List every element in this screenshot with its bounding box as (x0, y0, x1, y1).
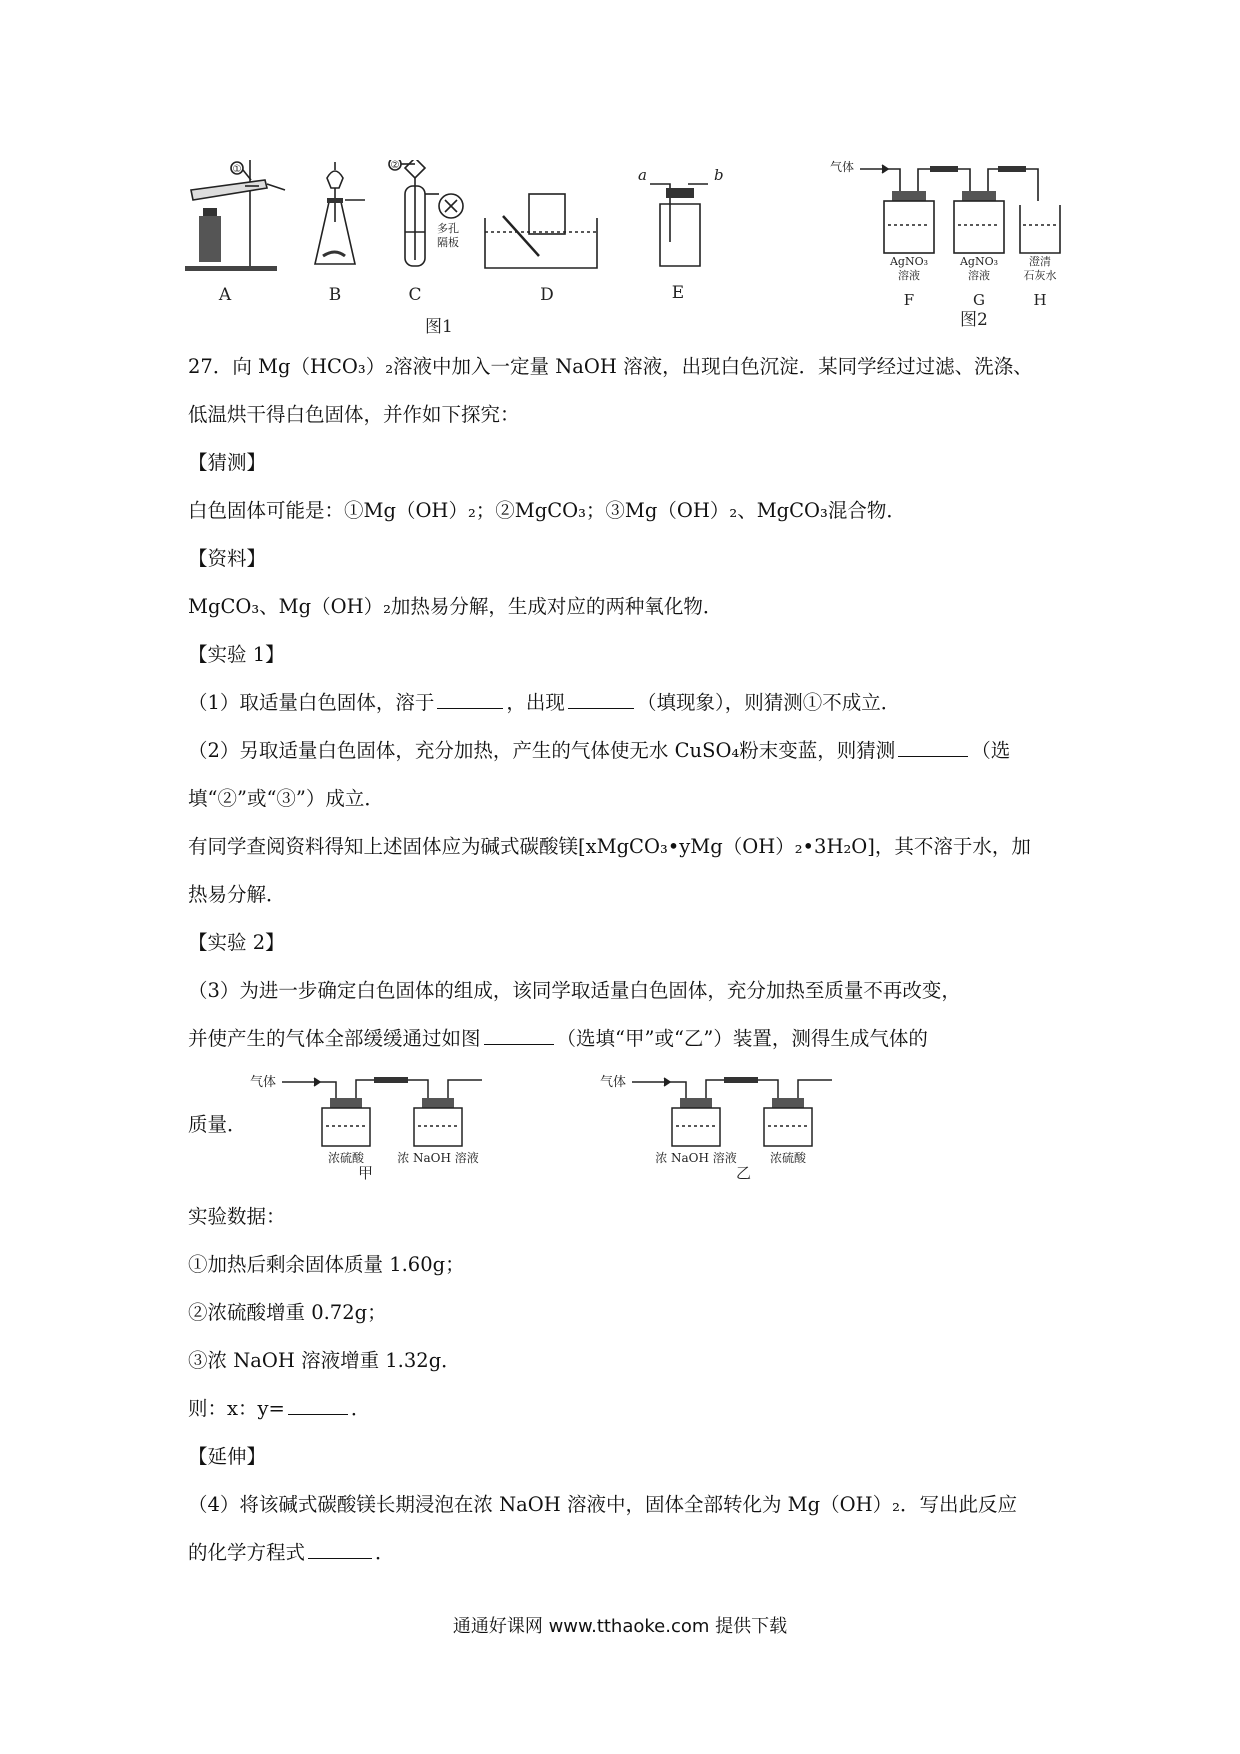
figure-2 (830, 155, 1090, 335)
yi-bottle-1 (655, 1098, 737, 1165)
q4-line-1: （4）将该碱式碳酸镁长期浸泡在浓 NaOH 溶液中，固体全部转化为 Mg（OH）₂．写出此反应 (188, 1493, 1017, 1516)
q3-text-a: 并使产生的气体全部缓缓通过如图 (188, 1027, 481, 1050)
q4-blank[interactable] (308, 1538, 372, 1559)
exp1-heading: 【实验 1】 (188, 643, 285, 666)
apparatus-d (485, 194, 597, 305)
yi-gas-label: 气体 (600, 1075, 627, 1090)
ratio-line (188, 1394, 370, 1424)
info-heading: 【资料】 (188, 547, 267, 570)
info-text: MgCO₃、Mg（OH）₂加热易分解，生成对应的两种氧化物． (188, 595, 723, 618)
q1-blank-phenomenon[interactable] (568, 688, 634, 709)
beaker-h-id: H (1033, 291, 1047, 309)
q1-text-c: （填现象），则猜测①不成立． (636, 691, 901, 714)
footer: 通通好课网 www.tthaoke.com 提供下载 (452, 1616, 788, 1637)
data-heading: 实验数据： (188, 1205, 286, 1228)
q2-line-2: 填“②”或“③”）成立． (188, 787, 384, 810)
extension-heading: 【延伸】 (188, 1445, 267, 1468)
label-c: C (408, 285, 422, 305)
apparatus-b (315, 162, 365, 305)
data-item-2: ②浓硫酸增重 0.72g； (188, 1301, 387, 1324)
bottle-f-id: F (903, 291, 915, 309)
bottle-f-label-2: 溶液 (898, 269, 920, 282)
q3-line-1: （3）为进一步确定白色固体的组成，该同学取适量白色固体，充分加热至质量不再改变， (188, 979, 961, 1002)
data-item-1: ①加热后剩余固体质量 1.60g； (188, 1253, 465, 1276)
figure-2-caption: 图2 (960, 310, 988, 330)
apparatus-yi (600, 1070, 880, 1180)
jia-gas-label: 气体 (250, 1075, 277, 1090)
bottle-g-label-2: 溶液 (968, 269, 990, 282)
beaker-h-label-1: 澄清 (1029, 255, 1051, 268)
mark-circle-2: ② (390, 160, 400, 171)
jia-bottle-2 (397, 1098, 479, 1165)
apparatus-jia (250, 1070, 530, 1180)
mark-circle-1: ① (232, 164, 242, 175)
beaker-h (1020, 205, 1060, 309)
apparatus-c (389, 160, 463, 305)
jia-name: 甲 (358, 1164, 374, 1180)
exp2-heading: 【实验 2】 (188, 931, 285, 954)
apparatus-e (638, 166, 724, 303)
figure-1 (185, 160, 825, 335)
note-line-2: 热易分解． (188, 883, 286, 906)
yi-bottle-1-label: 浓 NaOH 溶液 (655, 1151, 737, 1165)
label-a: A (218, 285, 232, 305)
q1-line (188, 688, 900, 718)
bottle-f-label-1: AgNO₃ (889, 255, 929, 268)
q4-line-2 (188, 1538, 395, 1568)
jia-bottle-1-label: 浓硫酸 (327, 1151, 365, 1165)
q2-blank[interactable] (898, 736, 968, 757)
guess-heading: 【猜测】 (188, 451, 267, 474)
gas-label: 气体 (830, 160, 855, 174)
label-b: B (328, 285, 342, 305)
yi-name: 乙 (736, 1164, 752, 1180)
q4-text-a: 的化学方程式 (188, 1541, 306, 1564)
bottle-f (884, 191, 934, 309)
q1-blank-solvent[interactable] (437, 688, 503, 709)
guess-text: 白色固体可能是：①Mg（OH）₂；②MgCO₃；③Mg（OH）₂、MgCO₃混合物． (188, 499, 906, 522)
figure-1-caption: 图1 (425, 317, 453, 335)
data-item-3: ③浓 NaOH 溶液增重 1.32g． (188, 1349, 461, 1372)
beaker-h-label-2: 石灰水 (1023, 269, 1057, 282)
bottle-g-id: G (973, 291, 985, 309)
q3-text-b: （选填“甲”或“乙”）装置，测得生成气体的 (556, 1027, 928, 1050)
q1-text-a: （1）取适量白色固体，溶于 (188, 691, 435, 714)
q3-line-3: 质量． (188, 1113, 247, 1136)
q2-text-b: （选 (971, 739, 1011, 762)
yi-bottle-2-label: 浓硫酸 (769, 1151, 807, 1165)
note-line-1: 有同学查阅资料得知上述固体应为碱式碳酸镁[xMgCO₃•yMg（OH）₂•3H₂O]，其不溶于水，加 (188, 835, 1031, 858)
ratio-text: 则：x：y= (188, 1397, 285, 1420)
q2-line-1 (188, 736, 1010, 766)
ratio-blank[interactable] (288, 1394, 348, 1415)
q1-text-b: ，出现 (506, 691, 565, 714)
label-e: E (671, 283, 685, 303)
q3-blank[interactable] (484, 1024, 554, 1045)
porous-label-1: 多孔 (437, 222, 459, 235)
bottle-g-label-1: AgNO₃ (959, 255, 999, 268)
jia-bottle-2-label: 浓 NaOH 溶液 (397, 1151, 479, 1165)
label-d: D (540, 285, 554, 305)
jia-bottle-1 (322, 1098, 370, 1165)
bottle-g (954, 191, 1004, 309)
apparatus-a (185, 160, 285, 305)
q4-text-b: ． (375, 1541, 395, 1564)
q2-text-a: （2）另取适量白色固体，充分加热，产生的气体使无水 CuSO₄粉末变蓝，则猜测 (188, 739, 896, 762)
port-b: b (714, 166, 724, 184)
ratio-end: ． (350, 1397, 371, 1420)
q27-intro-1: 27．向 Mg（HCO₃）₂溶液中加入一定量 NaOH 溶液，出现白色沉淀．某同学经过过滤、洗涤、 (188, 355, 1033, 378)
q3-line-2 (188, 1024, 928, 1054)
q27-intro-2: 低温烘干得白色固体，并作如下探究： (188, 403, 520, 426)
yi-bottle-2 (764, 1098, 812, 1165)
porous-label-2: 隔板 (437, 236, 459, 249)
port-a: a (638, 166, 647, 184)
